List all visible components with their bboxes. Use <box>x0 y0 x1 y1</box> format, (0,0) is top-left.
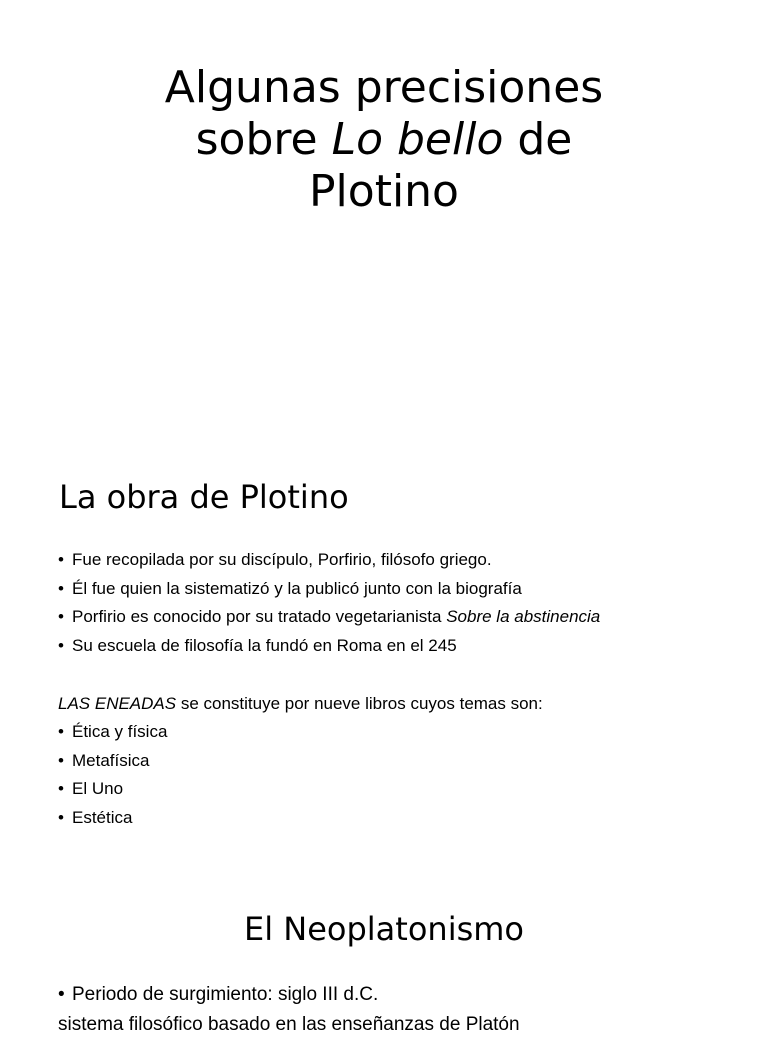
list-item <box>58 980 520 1010</box>
list-item <box>58 603 600 632</box>
bullet-icon: • <box>58 779 64 799</box>
list-item-text: El Uno <box>72 779 124 799</box>
list-item <box>58 804 167 833</box>
list-item-text: Él fue quien la sistematizó y la publicó junto con la biografía <box>72 578 522 598</box>
list-item-text: Periodo de surgimiento: siglo III d.C. <box>72 984 379 1005</box>
list-item <box>58 575 600 604</box>
title-line-2-end: de <box>503 114 573 165</box>
list-item-italic-title: Sobre la abstinencia <box>446 607 601 627</box>
list-item <box>58 632 600 661</box>
list-item-text: Ética y física <box>72 722 168 741</box>
bullet-icon: • <box>58 750 64 770</box>
eneadas-intro-text: se constituye por nueve libros cuyos temas son: <box>176 694 543 713</box>
temas-bullet-list <box>58 718 167 833</box>
list-item <box>58 747 167 776</box>
bullet-icon: • <box>58 607 64 627</box>
list-item <box>58 775 167 804</box>
list-item-text: Fue recopilada por su discípulo, Porfirio, filósofo griego. <box>72 550 492 569</box>
list-item <box>58 718 167 747</box>
bullet-icon: • <box>58 722 64 741</box>
list-item <box>58 1010 520 1040</box>
title-line-2-start: sobre <box>195 114 332 165</box>
bullet-icon: • <box>58 984 65 1005</box>
bullet-icon: • <box>58 636 64 656</box>
bullet-icon: • <box>58 808 64 828</box>
bullet-icon: • <box>58 550 64 569</box>
eneadas-intro <box>58 690 543 719</box>
list-item-text: Su escuela de filosofía la fundó en Roma en el 245 <box>72 636 457 656</box>
eneadas-title: LAS ENEADAS <box>58 694 177 713</box>
title-line-1: Algunas precisiones <box>164 62 604 113</box>
list-item-text: Porfirio es conocido por su tratado vegetarianista <box>72 607 447 627</box>
title-line-3: Plotino <box>309 166 459 217</box>
title-italic-work: Lo bello <box>331 114 504 165</box>
list-item-text: Estética <box>72 808 133 828</box>
list-item <box>58 546 600 575</box>
neo-bullet-list <box>58 980 520 1040</box>
list-item-text: sistema filosófico basado en las enseñanzas de Platón <box>58 1014 520 1035</box>
section-heading-neoplatonismo: El Neoplatonismo <box>243 910 524 948</box>
list-item-text: Metafísica <box>72 750 150 770</box>
slide-title <box>0 62 768 218</box>
section-heading-obra: La obra de Plotino <box>59 478 349 516</box>
bullet-icon: • <box>58 578 64 598</box>
obra-bullet-list <box>58 546 600 661</box>
